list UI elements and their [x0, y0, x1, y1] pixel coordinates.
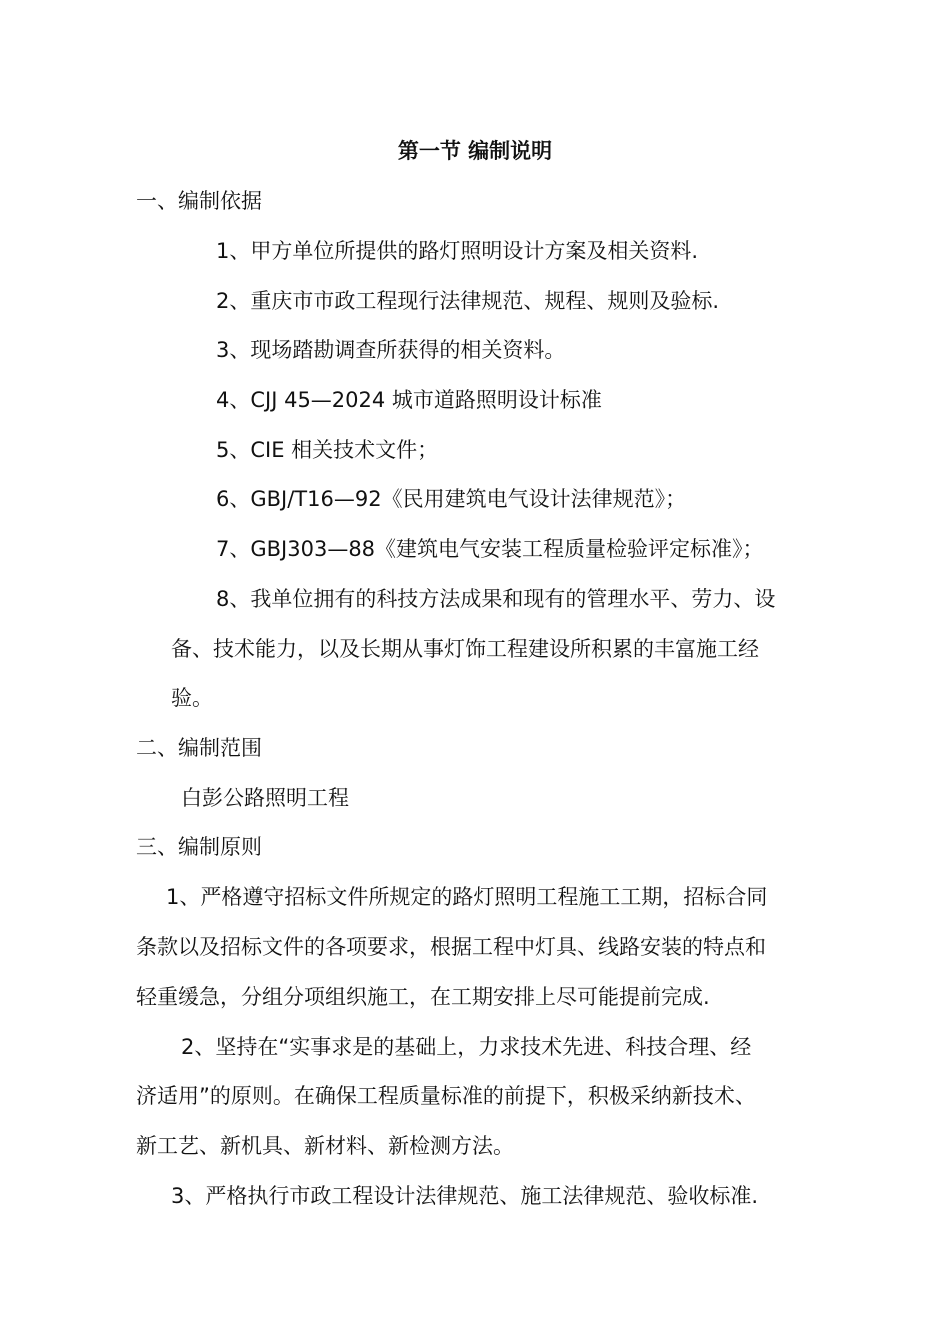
basis-item-2: 2、重庆市市政工程现行法律规范、规程、规则及验标. [216, 289, 720, 313]
principle-1-line-2: 条款以及招标文件的各项要求，根据工程中灯具、线路安装的特点和 [136, 935, 766, 959]
principle-1-line-3: 轻重缓急，分组分项组织施工，在工期安排上尽可能提前完成. [136, 985, 710, 1009]
basis-item-5: 5、CIE 相关技术文件； [216, 438, 439, 462]
principle-2-line-1: 2、坚持在“实事求是的基础上，力求技术先进、科技合理、经 [181, 1035, 752, 1059]
basis-item-6: 6、GBJ/T16—92《民用建筑电气设计法律规范》； [216, 487, 687, 511]
basis-item-4: 4、CJJ 45—2024 城市道路照明设计标准 [216, 388, 602, 412]
section-heading-principles: 三、编制原则 [136, 835, 262, 859]
principle-1-line-1: 1、严格遵守招标文件所规定的路灯照明工程施工工期，招标合同 [166, 885, 768, 909]
principle-3: 3、严格执行市政工程设计法律规范、施工法律规范、验收标准. [171, 1184, 759, 1208]
basis-item-1: 1、甲方单位所提供的路灯照明设计方案及相关资料. [216, 239, 699, 263]
basis-item-3: 3、现场踏勘调查所获得的相关资料。 [216, 338, 566, 362]
page-title: 第一节 编制说明 [397, 139, 553, 163]
section-heading-scope: 二、编制范围 [136, 736, 262, 760]
principle-2-line-3: 新工艺、新机具、新材料、新检测方法。 [136, 1134, 514, 1158]
basis-item-7: 7、GBJ303—88《建筑电气安装工程质量检验评定标准》； [216, 537, 764, 561]
scope-content: 白彭公路照明工程 [181, 786, 349, 810]
basis-item-8-line-1: 8、我单位拥有的科技方法成果和现有的管理水平、劳力、设 [216, 587, 776, 611]
basis-item-8-line-2: 备、技术能力，以及长期从事灯饰工程建设所积累的丰富施工经 [171, 637, 759, 661]
section-heading-basis: 一、编制依据 [136, 189, 262, 213]
basis-item-8-line-3: 验。 [171, 686, 213, 710]
principle-2-line-2: 济适用”的原则。在确保工程质量标准的前提下，积极采纳新技术、 [136, 1084, 756, 1108]
